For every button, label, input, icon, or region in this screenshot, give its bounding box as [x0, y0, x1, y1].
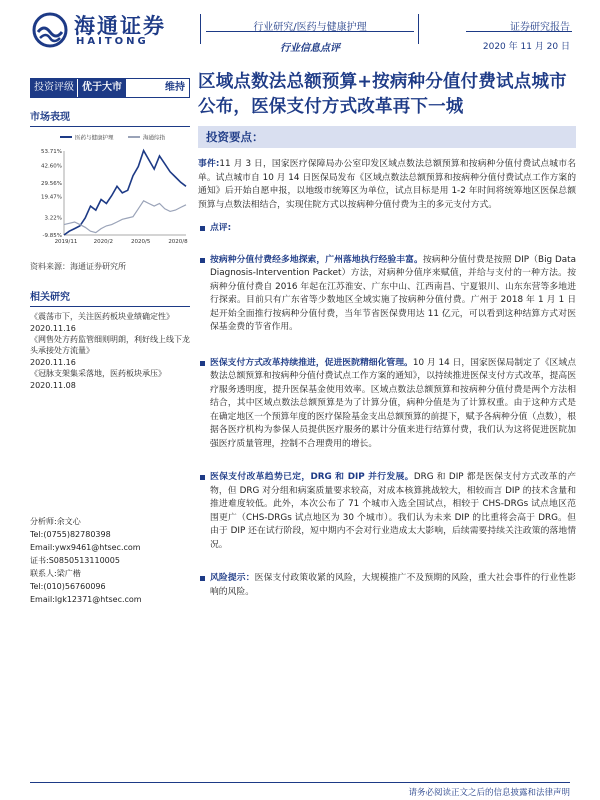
event-text: 11 月 3 日，国家医疗保障局办公室印发区域点数法总额预算和按病种分值付费试点城市名单。试点城市自 10 月 14 日医保局发布《区域点数法总额预算和按病种分值付费试点工作方案的通知》后开始自愿申报，以地级市统筹区为单位，试点目标是用 1-2 年时间将统筹地区医保总额预算与点数法相结合，实现住院方式以按病种分值付费为主的多元支付方式。	[198, 159, 576, 210]
related-title[interactable]: 《冠脉支架集采落地，医药板块承压》	[30, 369, 166, 378]
point-text: 10 月 14 日，国家医保局制定了《区域点数法总额预算和按病种分值付费试点工作方案的通知》，以持续推进医保支付方式改革，提高医疗服务透明度，提升医保基金使用效率。区域点数法总额预算和按病种分值付费是两个方法相结合，其中区域点数法总额预算是为了计算分值，病种分值是为了计算权重。由于这种方式是在确定地区一个预算年度的医疗保险基金支出总额预算的前提下，赋予各病种分值（点数），根据各医疗机构为参保人员提供医疗服务的累计分值来进行结算付费，我们认为这将促进医院加强医疗质量管理，控制不合理费用的增长。	[210, 357, 576, 449]
analyst-certificate: 证书:S0850513110005	[30, 556, 120, 565]
haitong-logo-icon	[32, 12, 68, 48]
y-tick-label: 42.60%	[41, 163, 62, 170]
related-item[interactable]	[30, 311, 190, 334]
logo-text-en: HAITONG	[76, 36, 149, 47]
legend-label: 医药与健康护理	[75, 135, 114, 142]
point-text: 按病种分值付费是按照 DIP（Big Data Diagnosis-Intervention Packet）方法，对病种分值序来赋值，并给与支付的一种方法。按病种分值付费自 2016 年起在江苏淮安、广东中山、江西南昌、宁夏银川、山东东营等多地进行探索。目前只有广东省等少数地区全域实施了按病种分值付费。广州于 2018 年 1 月 1 日起开始全面推行按病种分值付费，当年节省医保费用达 11 亿元，可以看到这种结算方式对医保基金费的节省作用。	[210, 254, 576, 332]
key-points-heading: 投资要点：	[198, 126, 576, 148]
rating-status: 维持	[165, 82, 185, 93]
point-paragraph	[198, 254, 576, 335]
point-heading: 按病种分值付费经多地探索，广州落地执行经验丰富。	[210, 254, 423, 265]
contact-email[interactable]: Email:lgk12371@htsec.com	[30, 595, 142, 604]
related-item[interactable]	[30, 334, 190, 368]
chart-source: 资料来源：海通证券研究所	[30, 262, 126, 271]
series-line	[64, 151, 186, 235]
bullet-icon	[200, 576, 205, 581]
point-paragraph	[198, 471, 576, 552]
related-date: 2020.11.08	[30, 381, 76, 390]
report-category	[210, 18, 410, 54]
related-date: 2020.11.16	[30, 358, 76, 367]
point-heading: 医保支付方式改革持续推进，促进医院精细化管理。	[210, 357, 413, 368]
point-paragraph	[198, 357, 576, 452]
analyst-tel: Tel:(0755)82780398	[30, 530, 111, 539]
contact-name: 联系人:梁广楷	[30, 569, 81, 578]
bullet-icon	[200, 475, 205, 480]
point-text: DRG 和 DIP 都是医保支付方式改革的产物，但 DRG 对分组和病案质量要求较高，对成本核算挑战较大，相较而言 DIP 的技术含量和推进难度较低。此外，本次公布了 71 个城市入选全国试点，相较于 CHS-DRGs 试点地区范围更广（CHS-DRGs 试点地区为 30 个城市）。我们认为未来 DIP 的比重将会高于 DRG。但由于 DIP 还在试行阶段，短中期内不会对行业造成太大影响，后续需要持续关注政策的落地情况。	[210, 472, 576, 550]
bullet-icon	[200, 361, 205, 366]
y-tick-label: 29.56%	[41, 180, 62, 187]
analyst-name: 分析师:余文心	[30, 517, 81, 526]
point-heading: 医保支付改革趋势已定，DRG 和 DIP 并行发展。	[210, 472, 414, 482]
report-date: 2020 年 11 月 20 日	[482, 42, 570, 52]
rating-value: 优于大市	[77, 79, 126, 97]
related-research-heading: 相关研究	[30, 292, 70, 303]
series-line	[64, 201, 186, 233]
header-divider	[200, 14, 201, 44]
risk-text: 医保支付政策收紧的风险，大规模推广不及预期的风险，重大社会事件的行业性影响的风险。	[210, 573, 576, 597]
investment-rating	[30, 78, 190, 98]
x-tick-label: 2020/8	[168, 239, 188, 245]
footer-rule	[30, 782, 570, 783]
related-date: 2020.11.16	[30, 324, 76, 333]
contact-tel: Tel:(010)56760096	[30, 582, 106, 591]
x-tick-label: 2020/2	[93, 239, 114, 245]
main-content	[198, 70, 576, 599]
company-logo	[32, 8, 172, 56]
market-chart-svg	[30, 131, 190, 249]
section-rule	[30, 306, 190, 307]
comment-heading-row	[198, 222, 576, 236]
sub-category-label: 行业信息点评	[280, 43, 340, 54]
report-meta	[470, 18, 570, 52]
analyst-contacts	[30, 515, 190, 606]
category-label: 行业研究/医药与健康护理	[253, 22, 367, 33]
event-paragraph	[198, 158, 576, 212]
y-tick-label: -9.85%	[42, 233, 62, 239]
event-label: 事件:	[198, 159, 220, 169]
market-chart	[30, 131, 190, 249]
y-tick-label: 53.71%	[41, 149, 62, 155]
analyst-email[interactable]: Email:ywx9461@htsec.com	[30, 543, 141, 552]
related-title[interactable]: 《震荡市下，关注医药板块业绩确定性》	[30, 312, 174, 321]
report-type: 证券研究报告	[510, 22, 570, 33]
bullet-icon	[200, 258, 205, 263]
risk-heading: 风险提示：	[210, 573, 255, 583]
bullet-icon	[200, 226, 205, 231]
market-performance-heading: 市场表现	[30, 112, 70, 123]
rating-label: 投资评级	[31, 79, 77, 97]
risk-paragraph	[198, 572, 576, 599]
header-divider	[418, 14, 419, 44]
x-tick-label: 2019/11	[54, 239, 78, 245]
comment-label: 点评:	[210, 223, 232, 233]
footer-disclaimer: 请务必阅读正文之后的信息披露和法律声明	[408, 788, 570, 798]
section-rule	[30, 126, 190, 127]
report-title: 区域点数法总额预算+按病种分值付费试点城市公布，医保支付方式改革再下一城	[198, 72, 567, 117]
logo-text-cn: 海通证券	[74, 13, 166, 38]
related-title[interactable]: 《网售处方药监管细则明朗，利好线上线下龙头承接处方流量》	[30, 335, 190, 355]
legend-label: 海通综指	[143, 135, 166, 142]
sidebar	[30, 78, 190, 391]
x-tick-label: 2020/5	[130, 239, 151, 245]
related-research-list	[30, 311, 190, 391]
related-item[interactable]	[30, 368, 190, 391]
report-header	[0, 0, 600, 60]
y-tick-label: 3.22%	[44, 215, 62, 222]
y-tick-label: 19.47%	[41, 194, 62, 201]
